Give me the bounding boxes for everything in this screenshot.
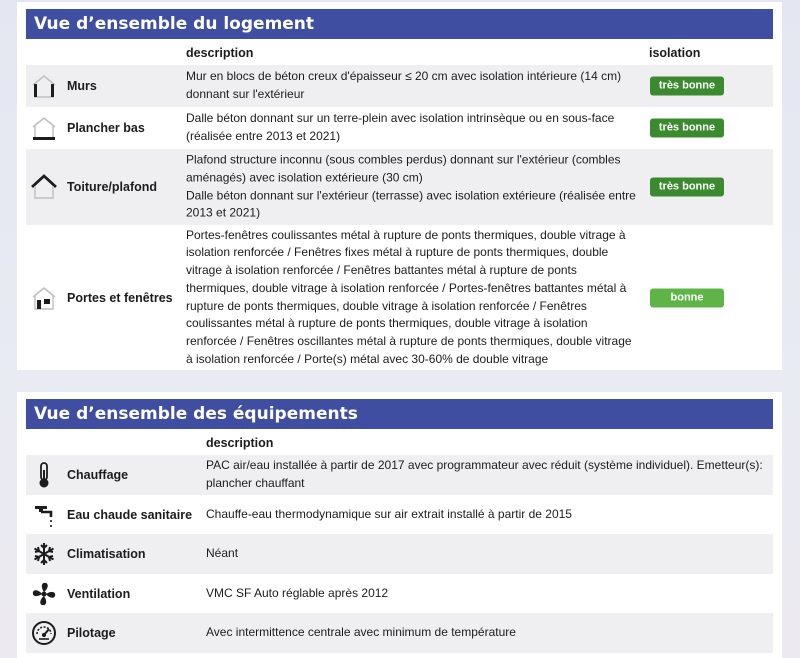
equipements-card bbox=[17, 392, 782, 658]
row-label: Portes et fenêtres bbox=[67, 290, 173, 305]
snowflake-icon bbox=[30, 540, 58, 568]
gauge-icon bbox=[30, 619, 58, 647]
logement-col-isolation: isolation bbox=[649, 46, 701, 60]
equipements-title: Vue d’ensemble des équipements bbox=[26, 399, 773, 429]
table-row bbox=[26, 149, 773, 225]
isolation-badge: très bonne bbox=[650, 119, 724, 138]
logement-title: Vue d’ensemble du logement bbox=[26, 9, 773, 39]
row-label: Chauffage bbox=[67, 468, 129, 482]
row-description: VMC SF Auto réglable après 2012 bbox=[206, 585, 389, 600]
row-description: Portes-fenêtres coulissantes métal à rupture de ponts thermiques, double vitrage à isolation renforcée / Fenêtres fixes métal à rupture de ponts thermiques, double vitrage à isolation renforcée / Fenêtres battantes métal à rupture de ponts thermiques, double vitrage à isolation renforcée / Portes-fenêtres battantes métal à rupture de ponts thermiques, double vitrage à isolation renforcée / Fenêtres coulissantes métal à rupture de ponts thermiques, double vitrage à isolation renforcée / Fenêtres oscillantes métal à rupture de ponts thermiques, double vitrage à isolation renforcée / Porte(s) métal avec 30-60% de double vitrage bbox=[186, 227, 632, 366]
floor-icon bbox=[30, 114, 58, 142]
row-label: Plancher bas bbox=[67, 121, 145, 135]
faucet-icon bbox=[30, 501, 58, 529]
roof-icon bbox=[30, 173, 58, 201]
logement-col-description: description bbox=[186, 46, 254, 60]
table-row bbox=[26, 613, 773, 653]
row-description: Chauffe-eau thermodynamique sur air extrait installé à partir de 2015 bbox=[206, 506, 572, 521]
thermometer-icon bbox=[30, 461, 58, 489]
row-description: Dalle béton donnant sur un terre-plein avec isolation intrinsèque ou en sous-face (réalisée entre 2013 et 2021) bbox=[186, 111, 615, 143]
row-label: Eau chaude sanitaire bbox=[67, 507, 193, 522]
row-label: Toiture/plafond bbox=[67, 180, 158, 194]
fan-icon bbox=[30, 580, 58, 608]
row-description: Avec intermittence centrale avec minimum de température bbox=[206, 625, 516, 640]
table-row bbox=[26, 107, 773, 149]
row-label: Ventilation bbox=[67, 586, 131, 601]
wall-icon bbox=[30, 72, 58, 100]
table-row bbox=[26, 225, 773, 370]
row-label: Pilotage bbox=[67, 626, 116, 640]
isolation-badge: bonne bbox=[650, 288, 724, 307]
table-row bbox=[26, 65, 773, 107]
isolation-badge: très bonne bbox=[650, 77, 724, 96]
equipements-col-description: description bbox=[206, 436, 274, 450]
table-row bbox=[26, 495, 773, 534]
table-row bbox=[26, 534, 773, 574]
table-row bbox=[26, 574, 773, 613]
row-description: Plafond structure inconnu (sous combles perdus) donnant sur l'extérieur (combles aménagés) avec isolation extérieure (30 cm) Dalle béton donnant sur l'extérieur (terrasse) avec isolation extérieure (réalisée entre 2013 et 2021) bbox=[186, 152, 636, 220]
table-row bbox=[26, 455, 773, 495]
isolation-badge: très bonne bbox=[650, 178, 724, 197]
logement-card bbox=[17, 2, 782, 370]
door-window-icon bbox=[30, 284, 58, 312]
row-label: Climatisation bbox=[67, 547, 146, 561]
row-label: Murs bbox=[67, 79, 97, 93]
row-description: Mur en blocs de béton creux d'épaisseur ≤ 20 cm avec isolation intérieure (14 cm) donnant sur l'extérieur bbox=[186, 69, 622, 101]
row-description: Néant bbox=[206, 546, 239, 561]
row-description: PAC air/eau installée à partir de 2017 avec programmateur avec réduit (système individuel). Emetteur(s): plancher chauffant bbox=[206, 458, 763, 490]
